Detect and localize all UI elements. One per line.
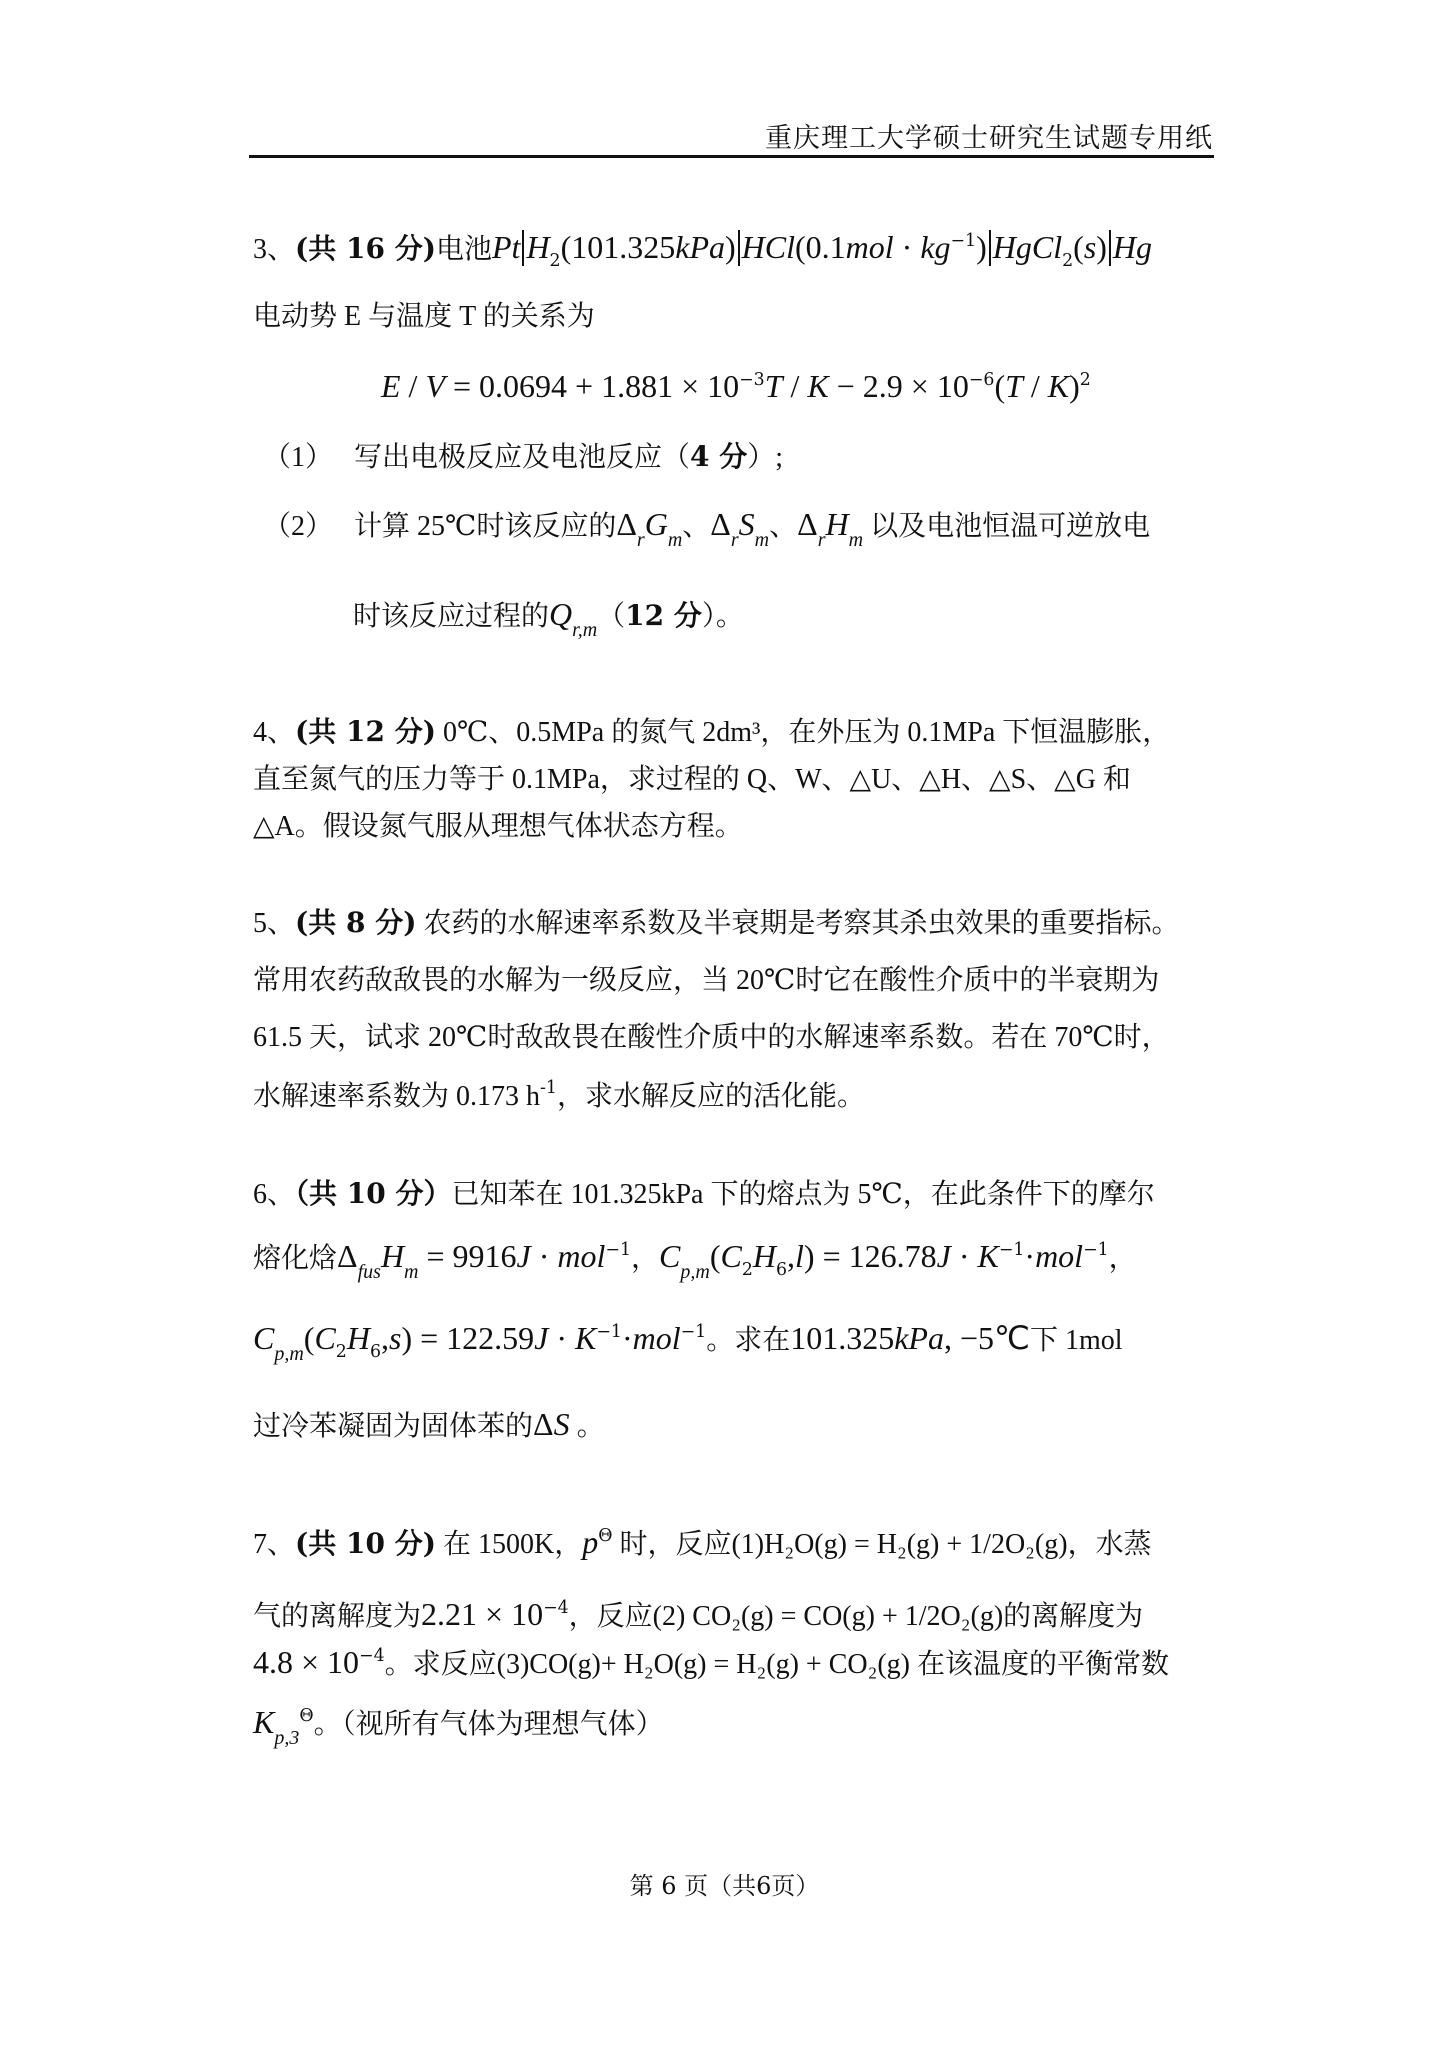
text-segment: S <box>738 506 755 542</box>
text-segment: m <box>667 529 683 551</box>
text-segment: 61.5 天，试求 20℃时敌敌畏在酸性介质中的水解速率系数。若在 70℃时， <box>253 1022 1170 1053</box>
text-segment: K <box>575 1320 597 1356</box>
text-segment: kPa <box>894 1320 944 1356</box>
text-segment: 农药的水解速率系数及半衰期是考察其杀虫效果的重要指标。 <box>416 908 1180 939</box>
text-segment: C <box>720 1238 742 1274</box>
text-segment: ) <box>725 229 736 265</box>
text-segment: 电动势 E 与温度 T 的关系为 <box>253 301 595 332</box>
text-segment: , −5℃ <box>943 1320 1030 1356</box>
text-segment: K <box>977 1238 999 1274</box>
text-segment: J <box>936 1238 951 1274</box>
text-segment: = 0.0694 + 1.881 × 10 <box>444 368 740 404</box>
text-segment: 已知苯在 101.325kPa 下的熔点为 5℃，在此条件下的摩尔 <box>451 1179 1155 1210</box>
text-segment: −3 <box>739 369 765 390</box>
text-segment: 直至氮气的压力等于 0.1MPa，求过程的 Q、W、△U、△H、△S、△G 和 <box>253 764 1131 795</box>
text-segment: ( <box>994 368 1006 404</box>
text-segment: 常用农药敌敌畏的水解为一级反应，当 20℃时它在酸性介质中的半衰期为 <box>253 965 1160 996</box>
text-line <box>253 1598 1143 1631</box>
text-segment: 2 <box>1079 369 1091 390</box>
text-segment: −1 <box>998 1239 1025 1260</box>
text-segment: (共 16 分) <box>295 232 436 265</box>
text-segment: ， <box>1108 1243 1137 1274</box>
text-segment: , <box>787 1238 796 1274</box>
text-segment: (0.1 <box>795 229 846 265</box>
text-segment: E <box>381 368 401 404</box>
text-segment: C <box>314 1320 336 1356</box>
text-segment: Θ <box>299 1705 314 1726</box>
text-segment: T <box>1005 368 1023 404</box>
text-segment: mol <box>845 229 894 265</box>
text-segment: (共 10 分) <box>295 1527 436 1560</box>
text-segment: ) = 126.78 <box>803 1238 937 1274</box>
text-segment: H <box>526 229 550 265</box>
text-segment: Δ <box>533 1406 554 1442</box>
text-segment: r <box>636 529 645 551</box>
text-segment: H <box>346 1320 370 1356</box>
cell-separator <box>522 230 524 266</box>
text-line <box>253 230 1152 270</box>
text-segment: （2） 计算 25℃时该反应的 <box>263 511 617 542</box>
text-segment: K <box>807 368 829 404</box>
text-segment: 3、 <box>253 234 296 265</box>
text-segment: 时，反应(1)H₂O(g) = H₂(g) + 1/2O₂(g)，水蒸 <box>612 1529 1152 1560</box>
text-segment: 过冷苯凝固为固体苯的 <box>253 1411 534 1442</box>
text-segment: J <box>534 1320 549 1356</box>
text-segment: · <box>530 1238 558 1274</box>
text-segment: 6 <box>775 1259 788 1280</box>
text-segment: 在 1500K， <box>435 1529 583 1560</box>
header-rule <box>249 155 1214 158</box>
text-line <box>253 1023 1170 1052</box>
text-segment: m <box>754 529 770 551</box>
text-segment: p <box>582 1524 599 1560</box>
text-segment: m <box>848 529 864 551</box>
text-segment: Δ <box>616 506 637 542</box>
text-line <box>253 906 1180 939</box>
text-segment: · <box>1024 1238 1036 1274</box>
text-segment: (101.325 <box>560 229 676 265</box>
text-segment: mol <box>557 1238 606 1274</box>
text-segment: kPa <box>675 229 725 265</box>
text-segment: （ <box>597 601 626 632</box>
text-segment: · <box>950 1238 978 1274</box>
text-segment: 下 1mol <box>1029 1325 1123 1356</box>
text-segment: ) <box>976 229 987 265</box>
text-segment: 电池 <box>435 234 492 265</box>
text-segment: 2 <box>1062 250 1074 271</box>
text-line <box>353 598 744 640</box>
text-segment: Pt <box>492 229 521 265</box>
text-segment: Δ <box>337 1238 358 1274</box>
text-segment: G <box>644 506 668 542</box>
text-segment: ）; <box>747 442 784 473</box>
text-segment: 101.325 <box>790 1320 895 1356</box>
text-segment: r <box>817 529 826 551</box>
cell-separator <box>989 230 991 266</box>
text-segment: · <box>548 1320 576 1356</box>
text-line <box>253 1177 1155 1210</box>
text-segment: − 2.9 × 10 <box>828 368 969 404</box>
text-segment: 、 <box>682 511 711 542</box>
text-segment: C <box>659 1238 681 1274</box>
text-line <box>253 302 595 331</box>
text-segment: kg <box>920 229 951 265</box>
text-segment: 水解速率系数为 0.173 h <box>253 1081 541 1113</box>
text-segment: 时该反应过程的 <box>353 601 550 632</box>
text-segment: 6 <box>369 1341 381 1362</box>
text-segment: Hg <box>1112 229 1153 265</box>
text-segment: （1） 写出电极反应及电池反应（ <box>263 442 691 473</box>
text-segment: 。求在 <box>706 1325 791 1356</box>
text-segment: J <box>516 1238 531 1274</box>
text-segment: 7、 <box>253 1529 296 1560</box>
text-segment: 气的离解度为 <box>253 1601 422 1632</box>
text-segment: 4.8 × 10 <box>253 1644 360 1680</box>
text-segment: ，反应(2) CO₂(g) = CO(g) + 1/2O₂(g)的离解度为 <box>568 1601 1144 1632</box>
text-segment: H <box>752 1238 776 1274</box>
page-header-title: 重庆理工大学硕士研究生试题专用纸 <box>765 123 1213 154</box>
text-segment: −1 <box>680 1321 707 1342</box>
text-segment: · <box>621 1320 633 1356</box>
text-segment: s <box>389 1320 402 1356</box>
text-segment: 5、 <box>253 908 296 939</box>
text-segment: mol <box>1035 1238 1084 1274</box>
text-segment: 熔化焓 <box>253 1243 338 1274</box>
text-segment: l <box>795 1238 804 1274</box>
text-segment: (共 12 分) <box>295 715 436 748</box>
text-segment: p,m <box>274 1343 304 1365</box>
text-segment: −1 <box>1083 1239 1109 1260</box>
text-line <box>253 1526 1152 1559</box>
text-segment: −6 <box>968 369 995 390</box>
text-line <box>253 1080 865 1111</box>
cell-separator <box>738 230 740 266</box>
text-segment: ) <box>1096 229 1107 265</box>
text-segment: 2 <box>549 250 561 271</box>
text-line <box>253 1240 1137 1282</box>
text-segment: r <box>730 529 739 551</box>
text-segment: 、 <box>769 511 798 542</box>
text-segment: / <box>782 368 808 404</box>
text-segment: / <box>1022 368 1048 404</box>
text-line <box>381 370 1091 402</box>
text-line <box>253 1706 664 1748</box>
text-segment: p,3 <box>274 1727 300 1749</box>
text-segment: , <box>381 1320 389 1356</box>
text-line <box>253 1646 1169 1679</box>
text-segment: (共 8 分) <box>295 906 417 939</box>
text-segment: Q <box>549 596 573 632</box>
text-segment: 4、 <box>253 717 296 748</box>
text-segment: -1 <box>540 1078 557 1098</box>
text-segment: ( <box>1073 229 1084 265</box>
text-segment: 以及电池恒温可逆放电 <box>863 511 1151 542</box>
text-segment: ，求水解反应的活化能。 <box>556 1081 865 1113</box>
text-segment: ( <box>709 1238 721 1274</box>
text-segment: s <box>1083 229 1097 265</box>
text-segment: −1 <box>950 230 977 251</box>
text-segment: V <box>425 368 445 404</box>
text-segment: H <box>825 506 849 542</box>
text-segment: HgCl <box>992 229 1063 265</box>
text-segment: Θ <box>598 1525 613 1546</box>
text-segment: r,m <box>572 619 598 641</box>
text-line <box>253 812 743 841</box>
text-segment: T <box>764 368 783 404</box>
text-segment: = 9916 <box>418 1238 517 1274</box>
text-segment: S <box>553 1406 570 1442</box>
text-segment: 6、 <box>253 1179 296 1210</box>
text-segment: ）。 <box>701 601 744 632</box>
text-segment: （共 10 分） <box>295 1177 452 1210</box>
text-segment: Δ <box>797 506 818 542</box>
text-segment: 4 分 <box>690 440 748 473</box>
text-segment: / <box>400 368 426 404</box>
text-segment: ( <box>303 1320 315 1356</box>
text-segment: fus <box>357 1261 381 1283</box>
text-line <box>263 440 784 473</box>
text-segment: HCl <box>741 229 795 265</box>
text-segment: 。 <box>569 1411 605 1442</box>
text-line <box>253 1322 1123 1364</box>
text-segment: 。（视所有气体为理想气体） <box>313 1709 664 1740</box>
text-segment: 2 <box>335 1341 347 1362</box>
page-footer: 第 6 页（共6页） <box>629 1872 820 1900</box>
text-segment: 2.21 × 10 <box>421 1596 544 1632</box>
text-segment: −1 <box>596 1321 622 1342</box>
text-segment: △A。假设氮气服从理想气体状态方程。 <box>253 811 743 842</box>
text-segment: · <box>893 229 921 265</box>
cell-separator <box>1109 230 1111 266</box>
text-segment: H <box>380 1238 405 1274</box>
text-segment: ) <box>1069 368 1080 404</box>
text-line <box>253 966 1159 995</box>
text-segment: 2 <box>741 1259 753 1280</box>
text-segment: −1 <box>605 1239 631 1260</box>
text-line <box>253 715 1171 748</box>
text-segment: −4 <box>359 1645 385 1666</box>
text-segment: 0℃、0.5MPa 的氮气 2dm³，在外压为 0.1MPa 下恒温膨胀， <box>435 717 1171 748</box>
text-segment: mol <box>632 1320 681 1356</box>
text-segment: −4 <box>543 1597 569 1618</box>
text-segment: p,m <box>680 1261 710 1283</box>
text-line <box>263 508 1150 550</box>
text-segment: Δ <box>710 506 731 542</box>
text-segment: 12 分 <box>625 599 702 632</box>
text-segment: ， <box>631 1243 660 1274</box>
text-segment: 。求反应(3)CO(g)+ H₂O(g) = H₂(g) + CO₂(g) 在该温度的平衡常数 <box>384 1649 1169 1680</box>
text-segment: C <box>253 1320 275 1356</box>
text-segment: K <box>1047 368 1070 404</box>
text-line <box>253 1408 605 1441</box>
text-line <box>253 765 1131 794</box>
text-segment: ) = 122.59 <box>401 1320 535 1356</box>
text-segment: m <box>404 1261 419 1283</box>
text-segment: K <box>253 1704 275 1740</box>
